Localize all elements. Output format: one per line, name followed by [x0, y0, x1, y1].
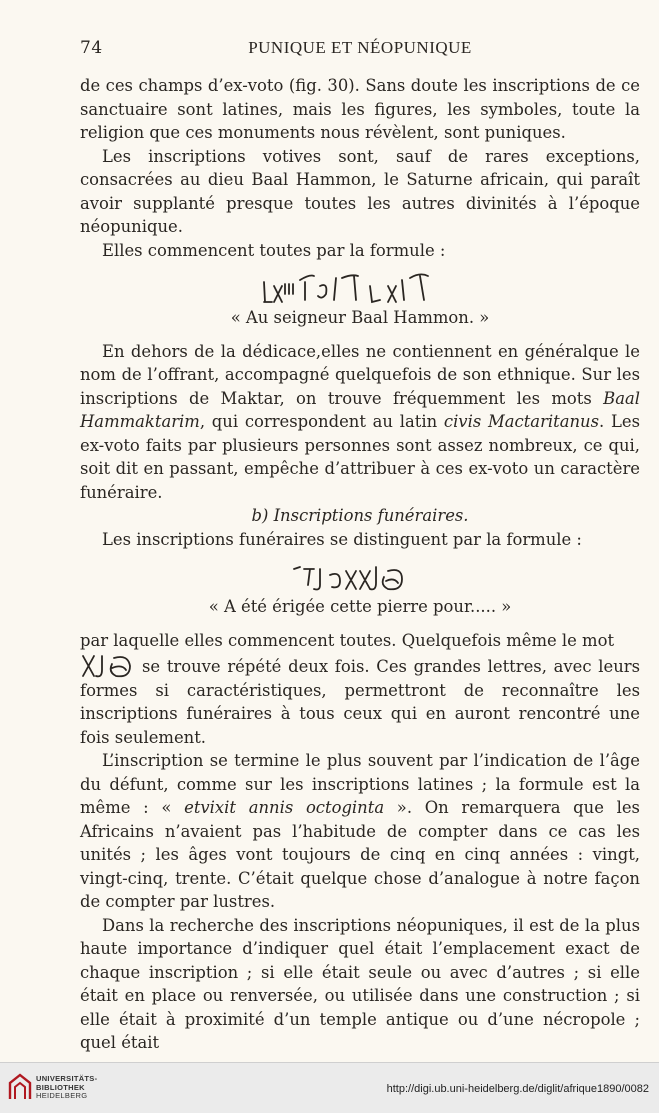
paragraph-1: de ces champs d’ex-voto (fig. 30). Sans doute les inscriptions de ce sanctuaire sont latines, mais les figures, les symboles, toute la religion que ces monuments nous révèlent, sont puniques.	[80, 76, 640, 142]
paragraph-3: Elles commencent toutes par la formule :	[102, 240, 446, 260]
page-title: PUNIQUE ET NÉOPUNIQUE	[248, 38, 472, 57]
text-body	[80, 74, 640, 1055]
page-number: 74	[80, 38, 103, 58]
paragraph-5: Les inscriptions funéraires se distinguent par la formule :	[102, 529, 582, 549]
footer-bar	[0, 1062, 659, 1113]
neopunic-word-icon	[80, 652, 136, 678]
paragraph-2: Les inscriptions votives sont, sauf de rares exceptions, consacrées au dieu Baal Hammon, le Saturne africain, qui paraît avoir supplanté presque toutes les autres divinités à l’époque néopunique.	[80, 146, 640, 236]
library-name: UNIVERSITÄTS- BIBLIOTHEK HEIDELBERG	[36, 1074, 98, 1100]
paragraph-6: par laquelle elles commencent toutes. Quelquefois même le mot	[80, 630, 615, 650]
paragraph-7: se trouve répété deux fois. Ces grandes lettres, avec leurs formes si caractéristiques, permettront de reconnaître les inscriptions funéraires à tous ceux qui en auront rencontré une fois seulement.	[80, 652, 640, 749]
heidelberg-library-logo-icon	[8, 1073, 32, 1101]
running-header	[80, 38, 640, 64]
caption-funerary: « A été érigée cette pierre pour..... »	[208, 597, 512, 616]
section-title: b) Inscriptions funéraires.	[251, 506, 469, 525]
paragraph-9: Dans la recherche des inscriptions néopuniques, il est de la plus haute importance d’indiquer quel était l’emplacement exact de chaque inscription ; si elle était seule ou avec d’autres ; si elle était en place ou renversée, ou utilisée dans une construction ; si elle était à proximité d’un temple antique ou d’une nécropole ; quel était	[80, 915, 640, 1052]
neopunic-formula-2-icon	[290, 561, 430, 593]
caption-votive: « Au seigneur Baal Hammon. »	[230, 308, 490, 327]
neopunic-inscription-votive	[80, 272, 640, 304]
paragraph-8: L’inscription se termine le plus souvent par l’indication de l’âge du défunt, comme sur les inscriptions latines ; la formule est la même : « etvixit annis octoginta ». On remarquera que les Africains n’avaient pas l’habitude de compter dans ce cas les unités ; les âges vont toujours de cinq en cinq années : vingt, vingt-cinq, trente. C’était quelque chose d’analogue à notre façon de compter par lustres.	[80, 751, 640, 911]
paragraph-4: En dehors de la dédicace,elles ne contiennent en généralque le nom de l’offrant, accompagné quelquefois de son ethnique. Sur les inscriptions de Maktar, on trouve fréquemment les mots Baal Hammaktarim, qui correspondent au latin civis Mactaritanus. Les ex-voto faits par plusieurs personnes sont assez nombreux, ce qui, soit dit en passant, empêche d’attribuer à ces ex-voto un caractère funéraire.	[80, 341, 640, 502]
neopunic-formula-1-icon	[260, 272, 460, 304]
neopunic-inscription-funerary	[80, 561, 640, 593]
source-url-link[interactable]: http://digi.ub.uni-heidelberg.de/diglit/afrique1890/0082	[386, 1083, 649, 1095]
